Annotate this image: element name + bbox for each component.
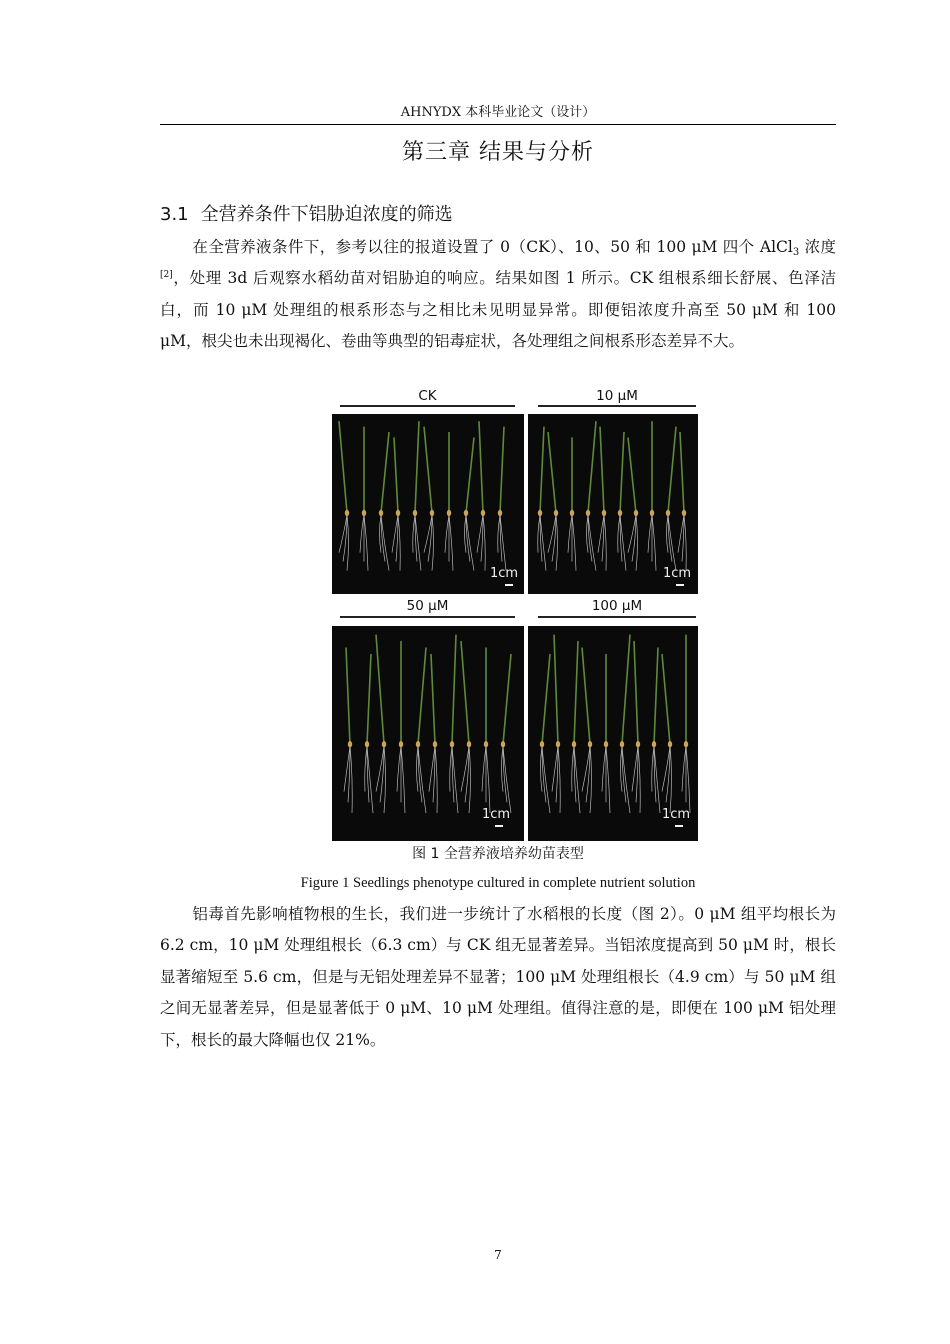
seedling-root bbox=[682, 746, 686, 791]
seedling-seed bbox=[433, 741, 437, 747]
seedling-root bbox=[449, 515, 453, 571]
seedling-seed bbox=[345, 510, 349, 516]
seedling-seed bbox=[652, 741, 656, 747]
panel-rule-50um bbox=[340, 616, 515, 618]
seedling-root bbox=[445, 515, 449, 553]
seedling-root bbox=[666, 746, 670, 802]
photo-panel-ck bbox=[332, 414, 524, 594]
section-number: 3.1 bbox=[160, 204, 189, 225]
seedling-root bbox=[401, 746, 405, 813]
citation-2[interactable]: [2] bbox=[160, 270, 173, 281]
seedling-leaf bbox=[634, 641, 638, 744]
seedling-root bbox=[376, 746, 384, 791]
seedling-root bbox=[347, 515, 349, 571]
seedling-seed bbox=[464, 510, 468, 516]
seedling-leaf bbox=[540, 427, 544, 513]
paragraph-1-part-2: 浓度 bbox=[799, 238, 836, 256]
seedling-root bbox=[638, 746, 640, 813]
seedling-root bbox=[572, 515, 576, 571]
seedling-seed bbox=[430, 510, 434, 516]
seedling-leaf bbox=[346, 648, 350, 745]
seedling-leaf bbox=[554, 635, 558, 745]
seedling-root bbox=[432, 515, 434, 571]
seedling-root bbox=[360, 515, 364, 553]
seedling-seed bbox=[650, 510, 654, 516]
seedling-leaf bbox=[600, 427, 604, 513]
seedling-leaf bbox=[654, 648, 658, 745]
seedling-seed bbox=[467, 741, 471, 747]
seedling-seed bbox=[450, 741, 454, 747]
seedling-root bbox=[461, 746, 469, 791]
seedling-seed bbox=[602, 510, 606, 516]
seedling-leaf bbox=[582, 648, 590, 745]
paragraph-2 bbox=[160, 899, 836, 1056]
seedling-root bbox=[604, 515, 606, 571]
header-rule bbox=[160, 124, 836, 125]
figure-caption-cn: 图 1 全营养液培养幼苗表型 bbox=[412, 846, 584, 862]
seedling-leaf bbox=[503, 654, 511, 744]
section-title: 全营养条件下铝胁迫浓度的筛选 bbox=[200, 204, 453, 225]
seedling-seed bbox=[666, 510, 670, 516]
seedling-seed bbox=[634, 510, 638, 516]
seedling-seed bbox=[556, 741, 560, 747]
seedling-root bbox=[486, 746, 490, 813]
seedling-seed bbox=[365, 741, 369, 747]
seedling-seed bbox=[538, 510, 542, 516]
seedling-root bbox=[424, 515, 432, 553]
seedling-root bbox=[572, 746, 574, 791]
seedling-leaf bbox=[424, 427, 432, 513]
seedling-root bbox=[380, 746, 384, 802]
panel-rule-100um bbox=[538, 616, 696, 618]
seedling-root bbox=[343, 515, 347, 562]
seedling-root bbox=[435, 746, 437, 813]
seedling-root bbox=[586, 746, 590, 802]
seedling-root bbox=[428, 515, 432, 562]
seedling-seed bbox=[379, 510, 383, 516]
seedling-seed bbox=[362, 510, 366, 516]
seedling-leaf bbox=[339, 421, 347, 513]
paragraph-2-text: 铝毒首先影响植物根的生长，我们进一步统计了水稻根的长度（图 2）。0 μM 组平均根长为 6.2 cm，10 μM 处理组根长（6.3 cm）与 CK 组无显著差异。当铝浓度提高到 50 μM 时，根长显著缩短至 5.6 cm，但是与无铝处理差异不显著；100 μM 处理组根长（4.9 cm）与 50 μM 组之间无显著差异，但是显著低于 0 μM、10 μM 处理组。值得注意的是，即便在 100 μM 铝处理下，根长的最大降幅也仅 21%。 bbox=[160, 905, 836, 1049]
photo-panel-10um bbox=[528, 414, 698, 594]
seedling-root bbox=[450, 746, 452, 791]
seedling-root bbox=[483, 515, 485, 571]
panel-rule-10um bbox=[538, 405, 696, 407]
seedling-leaf bbox=[431, 654, 435, 744]
seedling-leaf bbox=[367, 654, 371, 744]
seedling-leaf bbox=[622, 635, 630, 745]
seedling-seed bbox=[684, 741, 688, 747]
seedling-root bbox=[365, 746, 367, 791]
paragraph-1-part-1: 在全营养液条件下，参考以往的报道设置了 0（CK）、10、50 和 100 μM 四个 AlCl bbox=[192, 238, 793, 256]
seedling-seed bbox=[636, 741, 640, 747]
scale-bar-ck bbox=[505, 584, 513, 586]
seedling-root bbox=[482, 746, 486, 791]
seedling-leaf bbox=[668, 427, 676, 513]
seedling-root bbox=[364, 515, 368, 571]
seedling-root bbox=[648, 515, 652, 553]
seedling-seed bbox=[396, 510, 400, 516]
section-heading bbox=[160, 202, 453, 228]
seedling-leaf bbox=[628, 437, 636, 513]
seedling-root bbox=[538, 515, 540, 553]
seedling-root bbox=[556, 515, 558, 571]
panel-label-100um: 100 μM bbox=[591, 598, 643, 614]
seedling-root bbox=[384, 746, 386, 813]
panel-rule-ck bbox=[340, 405, 515, 407]
seedling-root bbox=[632, 515, 636, 562]
seedling-leaf bbox=[620, 432, 624, 513]
panel-label-50um: 50 μM bbox=[406, 598, 449, 614]
seedling-root bbox=[558, 746, 560, 813]
seedling-seed bbox=[540, 741, 544, 747]
seedling-root bbox=[498, 515, 500, 553]
seedling-seed bbox=[586, 510, 590, 516]
seedling-leaf bbox=[500, 427, 504, 513]
paragraph-1-part-3: ，处理 3d 后观察水稻幼苗对铝胁迫的响应。结果如图 1 所示。CK 组根系细长舒展、色泽洁白，而 10 μM 处理组的根系形态与之相比未见明显异常。即便铝浓度升高至 50 μM 和 100 μM，根尖也未出现褐化、卷曲等典型的铝毒症状，各处理组之间根系形态差异不大。 bbox=[160, 269, 836, 351]
scale-label-ck: 1cm bbox=[490, 566, 519, 581]
paragraph-1 bbox=[160, 232, 836, 358]
seedling-leaf bbox=[574, 641, 578, 744]
seedling-seed bbox=[481, 510, 485, 516]
scale-label-100um: 1cm bbox=[662, 807, 691, 822]
seedling-leaf bbox=[418, 648, 426, 745]
seedling-leaf bbox=[680, 432, 684, 513]
seedling-seed bbox=[572, 741, 576, 747]
seedling-root bbox=[465, 746, 469, 802]
seedling-root bbox=[686, 746, 690, 813]
scale-bar-10um bbox=[676, 584, 684, 586]
page-number: 7 bbox=[494, 1248, 502, 1262]
seedling-seed bbox=[498, 510, 502, 516]
seedling-root bbox=[670, 746, 672, 813]
seedling-root bbox=[628, 515, 636, 553]
seedling-leaf bbox=[461, 641, 469, 744]
scale-bar-100um bbox=[675, 825, 683, 827]
seedling-leaf bbox=[376, 635, 384, 745]
seedling-seed bbox=[484, 741, 488, 747]
seedling-leaf bbox=[466, 437, 474, 513]
seedling-leaf bbox=[542, 654, 550, 744]
chapter-title: 第三章 结果与分析 bbox=[402, 140, 594, 165]
seedling-root bbox=[602, 746, 606, 791]
seedling-leaf bbox=[394, 437, 398, 513]
seedling-root bbox=[397, 746, 401, 791]
seedling-root bbox=[552, 515, 556, 562]
photo-panel-50um bbox=[332, 626, 524, 841]
seedling-root bbox=[684, 515, 686, 571]
seedling-seed bbox=[588, 741, 592, 747]
seedling-root bbox=[590, 746, 592, 813]
scale-label-10um: 1cm bbox=[663, 566, 692, 581]
seedling-root bbox=[398, 515, 400, 571]
figure-caption-en: Figure 1 Seedlings phenotype cultured in complete nutrient solution bbox=[300, 875, 696, 891]
seedling-leaf bbox=[662, 654, 670, 744]
running-header: AHNYDX 本科毕业论文（设计） bbox=[400, 105, 596, 120]
seedling-root bbox=[339, 515, 347, 553]
seedling-seed bbox=[348, 741, 352, 747]
seedling-seed bbox=[620, 741, 624, 747]
seedling-seed bbox=[554, 510, 558, 516]
seedling-leaf bbox=[415, 421, 419, 513]
seedling-root bbox=[652, 515, 656, 571]
seedling-leaf bbox=[588, 421, 596, 513]
seedling-seed bbox=[416, 741, 420, 747]
seedling-seed bbox=[413, 510, 417, 516]
seedling-leaf bbox=[548, 432, 556, 513]
seedling-seed bbox=[668, 741, 672, 747]
seedling-seed bbox=[447, 510, 451, 516]
seedling-seed bbox=[618, 510, 622, 516]
seedling-seed bbox=[501, 741, 505, 747]
seedling-leaf bbox=[479, 421, 483, 513]
figure-1 bbox=[330, 386, 700, 844]
seedling-root bbox=[548, 515, 556, 553]
scale-label-50um: 1cm bbox=[482, 807, 511, 822]
seedling-root bbox=[662, 746, 670, 791]
seedling-seed bbox=[399, 741, 403, 747]
seedling-root bbox=[350, 746, 352, 813]
seedling-leaf bbox=[381, 432, 389, 513]
seedling-seed bbox=[570, 510, 574, 516]
photo-panel-100um bbox=[528, 626, 698, 841]
seedling-root bbox=[606, 746, 610, 813]
panel-label-ck: CK bbox=[418, 388, 437, 404]
seedling-seed bbox=[682, 510, 686, 516]
seedling-root bbox=[618, 515, 620, 553]
seedling-root bbox=[636, 515, 638, 571]
seedling-root bbox=[469, 746, 471, 813]
panel-label-10um: 10 μM bbox=[596, 388, 638, 404]
seedling-leaf bbox=[452, 635, 456, 745]
seedling-root bbox=[568, 515, 572, 553]
seedling-root bbox=[582, 746, 590, 791]
subscript-3: 3 bbox=[792, 247, 800, 258]
scale-bar-50um bbox=[495, 825, 503, 827]
seedling-root bbox=[413, 515, 415, 553]
seedling-seed bbox=[382, 741, 386, 747]
seedling-seed bbox=[604, 741, 608, 747]
seedling-root bbox=[652, 746, 654, 791]
